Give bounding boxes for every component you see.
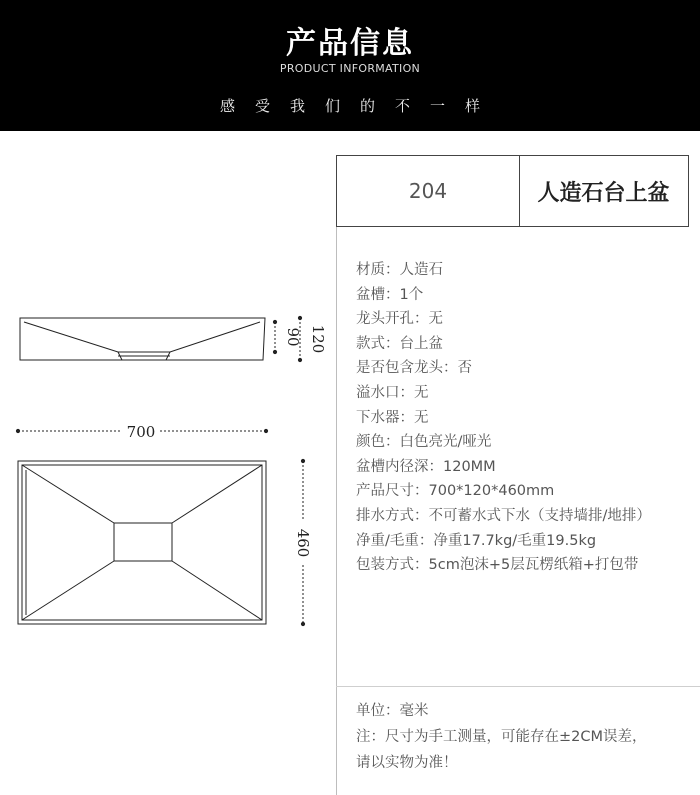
product-title-box xyxy=(336,155,689,227)
spec-drain: 下水器：无 xyxy=(356,409,429,426)
banner-title: 产品信息 xyxy=(286,26,414,61)
spec-weight: 净重/毛重：净重17.7kg/毛重19.5kg xyxy=(356,532,597,549)
dim-height: 120 xyxy=(309,324,327,354)
spec-basin-count: 盆槽：1个 xyxy=(356,286,424,303)
spec-size: 产品尺寸：700*120*460mm xyxy=(356,483,555,500)
section-divider xyxy=(336,686,700,687)
spec-drain-type: 排水方式：不可蓄水式下水（支持墙排/地排） xyxy=(356,507,651,524)
dim-width: 700 xyxy=(126,423,156,441)
top-view xyxy=(18,461,266,624)
product-model: 204 xyxy=(337,156,520,226)
spec-color: 颜色：白色亮光/哑光 xyxy=(356,434,492,451)
spec-faucet-included: 是否包含龙头：否 xyxy=(356,360,472,377)
spec-faucet-hole: 龙头开孔：无 xyxy=(356,311,443,328)
spec-style: 款式：台上盆 xyxy=(356,335,443,352)
dim-inner-depth: 90 xyxy=(284,327,302,347)
column-divider xyxy=(336,155,337,795)
measure-note-cont: 请以实物为准！ xyxy=(356,755,458,771)
dimension-drawing xyxy=(0,0,336,680)
notes-section xyxy=(356,698,696,776)
banner-subtitle: PRODUCT INFORMATION xyxy=(279,62,421,75)
spec-packaging: 包装方式：5cm泡沫+5层瓦楞纸箱+打包带 xyxy=(356,557,639,574)
spec-inner-depth: 盆槽内径深：120MM xyxy=(356,458,496,475)
unit-note: 单位：毫米 xyxy=(356,703,429,719)
dim-depth: 460 xyxy=(294,528,312,558)
product-name: 人造石台上盆 xyxy=(537,180,670,206)
banner-slogan: 感受我们的不一样 xyxy=(219,97,500,115)
measure-note: 注：尺寸为手工测量，可能存在±2CM误差， xyxy=(356,729,647,745)
side-view xyxy=(20,318,265,360)
spec-material: 材质：人造石 xyxy=(356,262,443,278)
spec-overflow: 溢水口：无 xyxy=(356,384,429,401)
spec-list xyxy=(356,258,696,578)
